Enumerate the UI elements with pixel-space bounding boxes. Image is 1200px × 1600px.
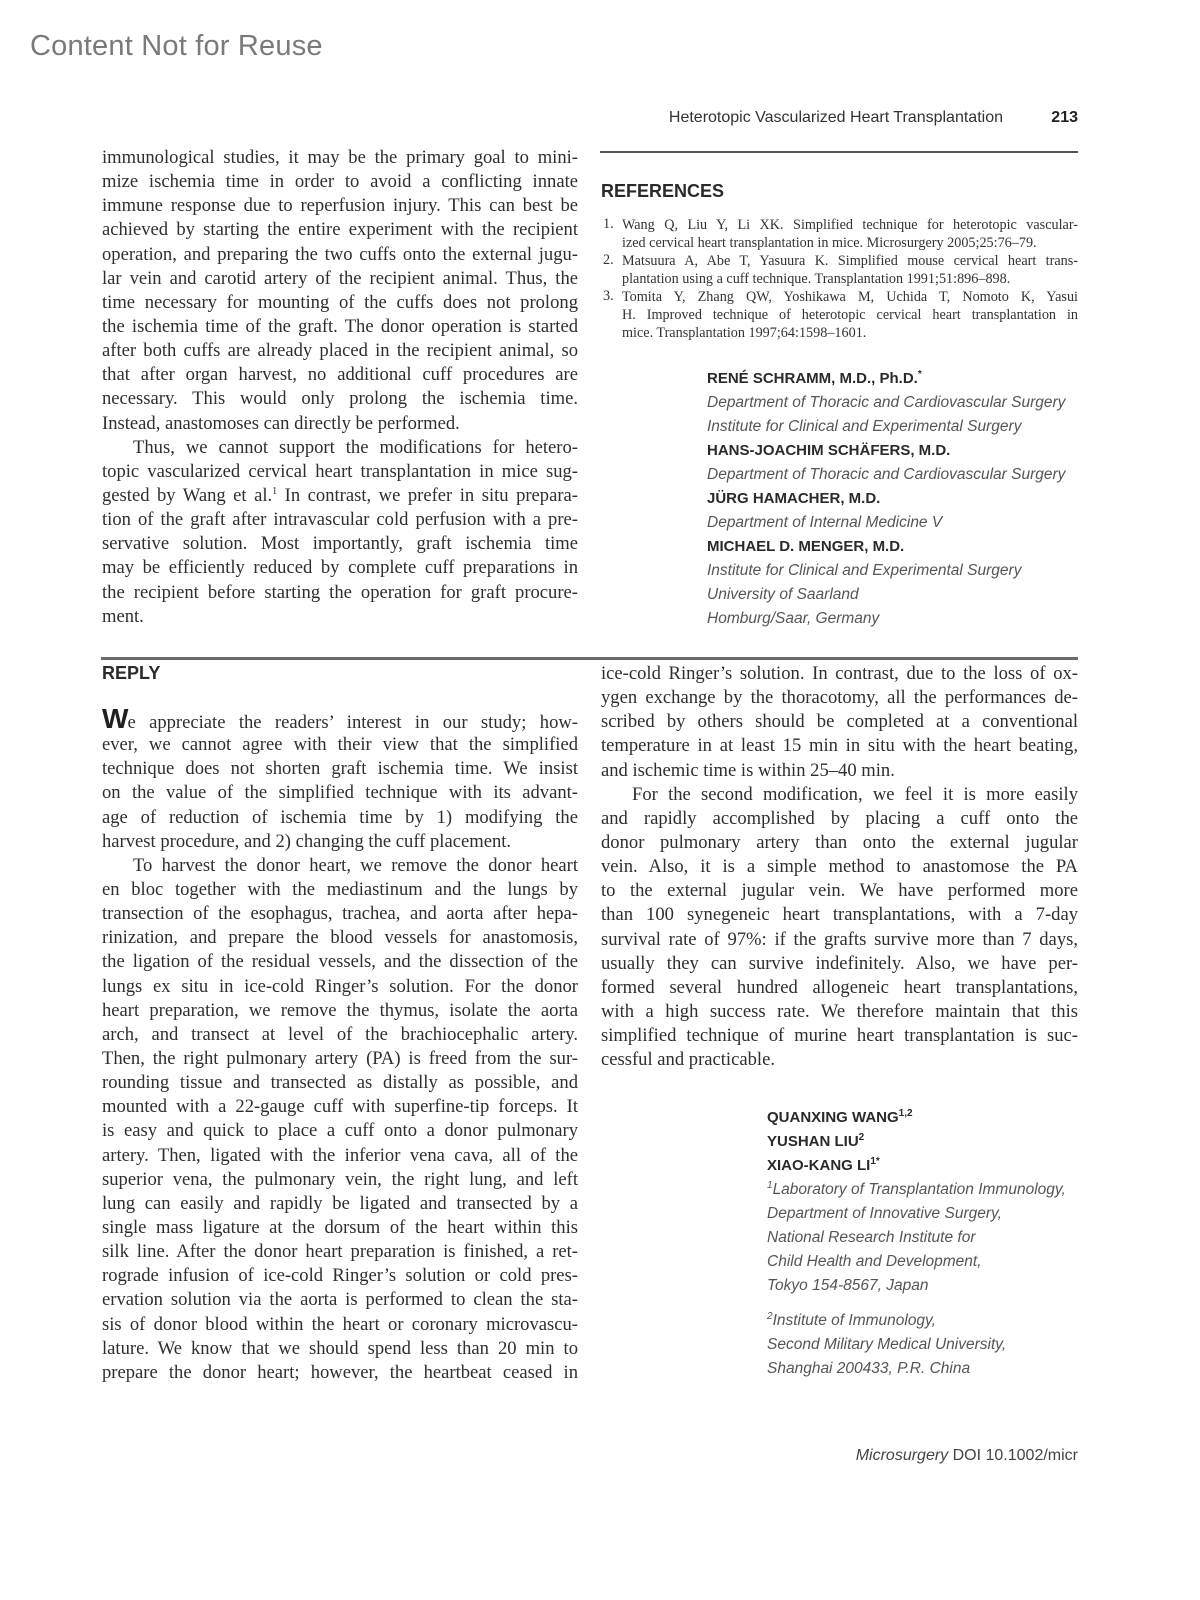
- reply-heading: REPLY: [102, 663, 161, 683]
- author-name-text: YUSHAN LIU: [767, 1133, 859, 1150]
- footer-journal: Microsurgery: [855, 1447, 949, 1464]
- reference-line: H. Improved technique of heterotopic cervical heart transplantation in: [622, 307, 1078, 323]
- text-line: single mass ligature at the dorsum of the heart within this: [102, 1216, 578, 1238]
- text-line: donor pulmonary artery than onto the external jugular: [601, 831, 1078, 853]
- drop-cap: W: [102, 703, 128, 734]
- affiliation-text: Shanghai 200433, P.R. China: [767, 1360, 971, 1377]
- text-line: operation, and preparing the two cuffs onto the external jugu-: [102, 243, 578, 265]
- author-superscript: 2: [858, 1132, 865, 1143]
- text-line: heart preparation, we remove the thymus, isolate the aorta: [102, 999, 578, 1021]
- affiliation-line: [767, 1226, 1066, 1250]
- affiliation-text: Homburg/Saar, Germany: [707, 610, 880, 627]
- text-line: technique does not shorten graft ischemia time. We insist: [102, 758, 578, 780]
- section-divider: [101, 657, 1078, 660]
- affiliation-text: Department of Thoracic and Cardiovascular Surgery: [707, 466, 1066, 483]
- references-heading: REFERENCES: [601, 181, 725, 201]
- text-line: scribed by others should be completed at a conventional: [601, 711, 1078, 733]
- page-footer: [856, 1447, 1078, 1465]
- author-superscript: 1,2: [898, 1108, 913, 1119]
- text-line: lungs ex situ in ice-cold Ringer’s solution. For the donor: [102, 975, 578, 997]
- text-line: [102, 484, 578, 508]
- affiliation-line: [767, 1274, 1066, 1298]
- reference-line: Wang Q, Liu Y, Li XK. Simplified technique for heterotopic vascular-: [622, 217, 1078, 233]
- text-line: mounted with a 22-gauge cuff with superfine-tip forceps. It: [102, 1096, 578, 1118]
- text-line: For the second modification, we feel it is more easily: [632, 783, 1078, 805]
- affiliation-text: Institute for Clinical and Experimental Surgery: [707, 418, 1022, 435]
- text-line: lung can easily and rapidly be ligated and transected by a: [102, 1192, 578, 1214]
- text-line: survival rate of 97%: if the grafts survive more than 7 days,: [601, 928, 1078, 950]
- author-name-text: MICHAEL D. MENGER, M.D.: [707, 538, 905, 555]
- text-line: ygen exchange by the thoracotomy, all the performances de-: [601, 687, 1078, 709]
- text-line: en bloc together with the mediastinum and the lungs by: [102, 878, 578, 900]
- text-line: is easy and quick to place a cuff onto a donor pulmonary: [102, 1120, 578, 1142]
- text-line: Thus, we cannot support the modifications for hetero-: [133, 436, 578, 458]
- affiliation-line: [707, 511, 1065, 535]
- reply-body-right: [601, 662, 1078, 1072]
- references-list: [600, 216, 1078, 342]
- text-line: on the value of the simplified technique with its advant-: [102, 782, 578, 804]
- text-line: with a high success rate. We therefore maintain that this: [601, 1000, 1078, 1022]
- text-line: prepare the donor heart; however, the heartbeat ceased in: [102, 1361, 578, 1383]
- affiliation-line: [767, 1309, 1066, 1333]
- text-line: rounding tissue and transected as distally as possible, and: [102, 1072, 578, 1094]
- text-line: silk line. After the donor heart preparation is finished, a ret-: [102, 1241, 578, 1263]
- reference-number: 1.: [603, 216, 614, 232]
- reference-line: plantation using a cuff technique. Transplantation 1991;51:896–898.: [622, 271, 1011, 287]
- affiliation-text: National Research Institute for: [767, 1229, 976, 1246]
- affiliation-line: [767, 1333, 1066, 1357]
- text-line: servative solution. Most importantly, graft ischemia time: [102, 533, 578, 555]
- text-line: and rapidly accomplished by placing a cuff onto the: [601, 807, 1078, 829]
- text-line: arch, and transect at level of the brachiocephalic artery.: [102, 1023, 578, 1045]
- text-line: may be efficiently reduced by complete cuff preparations in: [102, 557, 578, 579]
- page-number: 213: [1051, 109, 1078, 126]
- author-name-text: XIAO-KANG LI: [767, 1157, 871, 1174]
- author-name: [767, 1154, 1066, 1178]
- affiliation-line: [767, 1250, 1066, 1274]
- text-line: artery. Then, ligated with the inferior vena cava, all of the: [102, 1144, 578, 1166]
- text-line: superior vena, the pulmonary vein, the right lung, and left: [102, 1168, 578, 1190]
- text-line: Instead, anastomoses can directly be performed.: [102, 412, 460, 434]
- text-fragment: e appreciate the readers’ interest in our study; how-: [127, 712, 578, 733]
- text-line: the ischemia time of the graft. The donor operation is started: [102, 315, 578, 337]
- text-line: ever, we cannot agree with their view that the simplified: [102, 734, 578, 756]
- affiliation-text: Institute for Clinical and Experimental Surgery: [707, 562, 1022, 579]
- text-line: vein. Also, it is a simple method to anastomose the PA: [601, 856, 1078, 878]
- text-line: ment.: [102, 605, 144, 627]
- author-name-text: QUANXING WANG: [767, 1109, 899, 1126]
- footer-doi: DOI 10.1002/micr: [948, 1447, 1078, 1464]
- affiliation-text: Laboratory of Transplantation Immunology,: [772, 1181, 1066, 1198]
- author-name: [707, 367, 1065, 391]
- text-line: [102, 703, 578, 734]
- watermark: Content Not for Reuse: [30, 30, 323, 62]
- text-line: lar vein and carotid artery of the recipient animal. Thus, the: [102, 267, 578, 289]
- affiliation-line: [707, 607, 1065, 631]
- text-line: To harvest the donor heart, we remove the donor heart: [133, 854, 578, 876]
- text-line: and ischemic time is within 25–40 min.: [601, 759, 895, 781]
- affiliation-line: [707, 415, 1065, 439]
- affiliation-line: [767, 1202, 1066, 1226]
- letter-body-continuation: [102, 146, 578, 629]
- text-line: than 100 synegeneic heart transplantations, with a 7-day: [601, 904, 1078, 926]
- text-line: that after organ harvest, no additional cuff procedures are: [102, 364, 578, 386]
- affiliation-text: Institute of Immunology,: [772, 1312, 936, 1329]
- affiliation-line: [707, 559, 1065, 583]
- text-line: achieved by starting the entire experiment with the recipient: [102, 219, 578, 241]
- spacer: [767, 1298, 1066, 1309]
- citation-superscript: 1: [272, 485, 278, 497]
- affiliation-text: Department of Thoracic and Cardiovascular Surgery: [707, 394, 1066, 411]
- reference-number: 3.: [603, 288, 614, 304]
- text-line: rinization, and prepare the blood vessels for anastomosis,: [102, 927, 578, 949]
- text-line: immunological studies, it may be the primary goal to mini-: [102, 147, 578, 168]
- reply-author-block: [767, 1106, 1066, 1381]
- text-line: rograde infusion of ice-cold Ringer’s solution or cold pres-: [102, 1265, 578, 1287]
- text-line: immune response due to reperfusion injury. This can best be: [102, 195, 578, 217]
- affiliation-text: Second Military Medical University,: [767, 1336, 1007, 1353]
- text-line: temperature in at least 15 min in situ with the heart beating,: [601, 735, 1078, 757]
- affiliation-line: [767, 1178, 1066, 1202]
- reference-line: ized cervical heart transplantation in mice. Microsurgery 2005;25:76–79.: [622, 235, 1037, 251]
- text-line: the ligation of the residual vessels, and the dissection of the: [102, 951, 578, 973]
- author-name-text: JÜRG HAMACHER, M.D.: [707, 490, 881, 507]
- header-rule: [600, 151, 1078, 153]
- affiliation-line: [767, 1357, 1066, 1381]
- text-line: mize ischemia time in order to avoid a conflicting innate: [102, 171, 578, 193]
- letter-author-block: [707, 367, 1065, 631]
- reference-line: Tomita Y, Zhang QW, Yoshikawa M, Uchida T, Nomoto K, Yasui: [622, 289, 1078, 305]
- text-line: cessful and practicable.: [601, 1049, 775, 1071]
- text-line: ervation solution via the aorta is performed to clean the sta-: [102, 1289, 578, 1311]
- affiliation-line: [707, 583, 1065, 607]
- author-superscript: *: [917, 369, 922, 380]
- affiliation-marker: 2: [767, 1310, 773, 1322]
- affiliation-text: Department of Internal Medicine V: [707, 514, 943, 531]
- text-line: lature. We know that we should spend less than 20 min to: [102, 1337, 578, 1359]
- author-superscript: 1*: [870, 1156, 880, 1167]
- affiliation-text: University of Saarland: [707, 586, 859, 603]
- affiliation-text: Tokyo 154-8567, Japan: [767, 1277, 929, 1294]
- reference-item: [600, 252, 1078, 288]
- text-fragment: In contrast, we prefer in situ prepara-: [277, 484, 578, 506]
- reference-item: [600, 288, 1078, 342]
- affiliation-line: [707, 391, 1065, 415]
- affiliation-marker: 1: [767, 1179, 773, 1191]
- running-head-title: Heterotopic Vascularized Heart Transplantation: [668, 109, 1003, 126]
- author-name: [707, 535, 1065, 559]
- reference-number: 2.: [603, 252, 614, 268]
- reference-line: mice. Transplantation 1997;64:1598–1601.: [622, 325, 867, 341]
- text-line: to the external jugular vein. We have performed more: [601, 880, 1078, 902]
- reply-body-left: [102, 703, 578, 1385]
- text-line: after both cuffs are already placed in the recipient animal, so: [102, 340, 578, 362]
- text-line: usually they can survive indefinitely. Also, we have per-: [601, 952, 1078, 974]
- text-line: topic vascularized cervical heart transplantation in mice sug-: [102, 460, 578, 482]
- author-name-text: HANS-JOACHIM SCHÄFERS, M.D.: [707, 442, 951, 459]
- author-name: [707, 439, 1065, 463]
- text-line: ice-cold Ringer’s solution. In contrast, due to the loss of ox-: [601, 663, 1078, 684]
- text-line: necessary. This would only prolong the ischemia time.: [102, 388, 578, 410]
- reference-line: Matsuura A, Abe T, Yasuura K. Simplified mouse cervical heart trans-: [622, 253, 1078, 269]
- text-line: tion of the graft after intravascular cold perfusion with a pre-: [102, 509, 578, 531]
- author-name: [707, 487, 1065, 511]
- text-line: time necessary for mounting of the cuffs does not prolong: [102, 291, 578, 313]
- text-line: age of reduction of ischemia time by 1) modifying the: [102, 806, 578, 828]
- affiliation-line: [707, 463, 1065, 487]
- text-line: the recipient before starting the operation for graft procure-: [102, 581, 578, 603]
- author-name-text: RENÉ SCHRAMM, M.D., Ph.D.: [707, 370, 918, 387]
- text-line: formed several hundred allogeneic heart transplantations,: [601, 976, 1078, 998]
- text-line: harvest procedure, and 2) changing the cuff placement.: [102, 830, 512, 852]
- author-name: [767, 1130, 1066, 1154]
- text-line: sis of donor blood within the heart or coronary microvascu-: [102, 1313, 578, 1335]
- text-line: transection of the esophagus, trachea, and aorta after hepa-: [102, 903, 578, 925]
- affiliation-text: Department of Innovative Surgery,: [767, 1205, 1002, 1222]
- text-line: simplified technique of murine heart transplantation is suc-: [601, 1025, 1078, 1047]
- affiliation-text: Child Health and Development,: [767, 1253, 982, 1270]
- text-line: Then, the right pulmonary artery (PA) is freed from the sur-: [102, 1047, 578, 1069]
- reference-item: [600, 216, 1078, 252]
- author-name: [767, 1106, 1066, 1130]
- text-fragment: gested by Wang et al.: [102, 484, 273, 506]
